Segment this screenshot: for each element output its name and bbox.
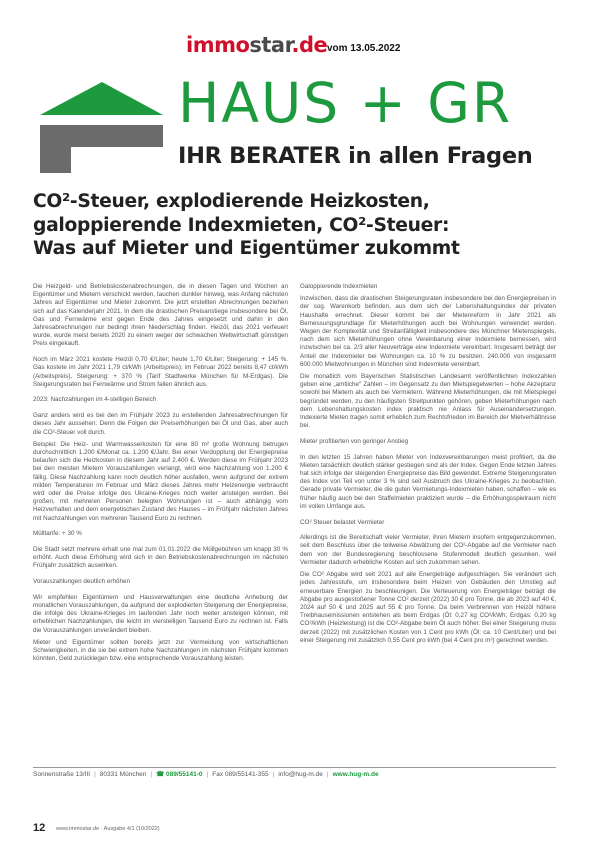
footer-separator: | <box>94 771 96 778</box>
subheading: 2023: Nachzahlungen im 4-stelligen Bereich <box>33 396 157 404</box>
footer-city: 80331 München <box>99 771 147 778</box>
subheading: Mieter profitierten von geringer Anstieg <box>300 437 409 445</box>
article-headline <box>33 190 553 261</box>
paragraph: Wir empfehlen Eigentümern und Hausverwaltungen eine deutliche Anhebung der monatlichen Vorauszahlungen, da aufgrund der explodierten Steigerung der Energiepreise, die infolge des Ukraine-Krieges im laufenden Jahr noch weiter ansteigen können, mit erheblichen Nachzahlungen, die leicht im vierstelligen Tausend Euro zu rechnen ist. Falls die Vorauszahlungen unverändert bleiben. <box>33 593 288 634</box>
paragraph: Mieter und Eigentümer sollten bereits jetzt zur Vermeidung von wirtschaftlichen Schwierigkeiten, in die sie bei extrem hohe Nachzahlungen im nächsten Frühjahr kommen könnten, Geld zurücklegen bzw. eine entsprechende Vorauszahlung leisten. <box>33 638 288 663</box>
paragraph: Die Heizgeld- und Betriebskostenabrechnungen, die in diesen Tagen und Wochen an Eigentümer und Mietern verschickt werden, tauchen dunkler hinweg, was Anfang nächsten Jahres auf Eigentümer und Mieter zukommt. Die jetzt erstellten Abrechnungen beziehen sich auf das Kalenderjahr 2021. In dem die drastischen Preisanstiege insbesondere bei Öl, Gas und Fernwärme erst gegen Ende des Jahres eingesetzt und dahin in den Jahresabrechnungen nur bedingt ihren Niederschlag finden. Heizöl, das 2021 verfeuert wurde, wurde meist bereits 2020 zu einem weger der schwachen Weltwirtschaft günstigen Preis eingekauft. <box>33 283 288 348</box>
footer-email[interactable]: info@hug-m.de <box>278 771 323 778</box>
house-right-wall <box>71 125 163 147</box>
paragraph: Noch im März 2021 kostete Heizöl 0,70 €/Liter; heute 1,70 €/Liter; Steigerung: + 145 %. Gas kostete im Jahr 2021 1,79 ct/kWh (Arbeitspreis); im Februar 2022 bereits 8,47 ct/kWh (Arbeitspreis), Steigerung: + 370 % (Tarif Stadtwerke München für M-Erdgas). Die Steigerungsraten bei Fernwärme und Strom fallen ähnlich aus. <box>33 356 288 388</box>
logo-star-text: star <box>249 33 292 57</box>
footer-separator: | <box>272 771 275 778</box>
logo-immo-text: immo <box>186 33 250 57</box>
subheading: Mülltarife: + 30 % <box>33 530 82 538</box>
footer-phone[interactable]: ☎ 089/55141-0 <box>156 771 203 778</box>
house-logo-icon <box>40 82 163 173</box>
brand-name: HAUS + GR <box>178 71 513 135</box>
footer-website-link[interactable]: www.hug-m.de <box>332 771 379 778</box>
article-column-left <box>33 283 288 671</box>
headline-line-1: CO²-Steuer, explodierende Heizkosten, <box>33 191 430 212</box>
subheading: Vorauszahlungen deutlich erhöhen <box>33 578 130 586</box>
subheading: Galoppierende Indexmieten <box>300 283 378 290</box>
paragraph: Inzwischen, dass die drastischen Steigerungsraten insbesondere bei den Energiepreisen in der sog. Warenkorb befinden, aus dem sich der Lebenshaltungsindex der privaten Haushalte errechnet. Dieser kommt bei der Mietenreform in Jahr 2021 als Bemessungsgrundlage für Mieterhöhungen auch bei Wohnungen verwendet werden. Wegen der Komplexität und Streitanfälligkeit insbesondere des Münchner Mietenspiegels, nach dem sich Mieterhöhungen ohne Vereinbarung einer Indexmiete bemessen, wird inzwischen bei ca. 2/3 aller Neuverträge eine Indexmiete vereinbart. Insgesamt beträgt der Anteil der Indexmieter bei Wohnungen ca. 10 % zu besitzen. 240.000 von insgesamt 600.000 Mietwohnungen in München sind Indexmiete vereinbart. <box>300 295 556 368</box>
footer-separator: | <box>150 771 153 778</box>
page-number: 12 <box>33 822 46 834</box>
paragraph: Beispiel: Die Heiz- und Warmwasserkosten für eine 80 m² große Wohnung betrugen durchschnittlich 1.200 €/Monat ca. 1.200 €/Jahr. Bei einer Verdopplung der Energiepreise belaufen sich die Heizkosten in diesem Jahr auf 2.400 €. Werden diese im Frühjahr 2023 bei den meisten Mietern Vorauszahlungen verlangt, wird eine Nachzahlung von 1.200 € fällig. Diese Nachzahlung kann noch deutlich höher ausfallen, wenn aufgrund der extrem milden Temperaturen im Februar und März dieses Jahres mehr Heizenergie verbraucht wird oder die Preise infolge des Ukraine-Krieges noch weiter ansteigen werden. Bei großen, mit mehreren Personen belegten Wohnungen ist – auch abhängig vom Heizverhalten und dem energetischen Zustand des Hauses – im Frühjahr nächsten Jahres mit Nachzahlungen von mehreren Tausend Euro zu rechnen. <box>33 440 288 522</box>
roof-shape <box>40 82 163 115</box>
paragraph: Die Stadt setzt mehrere erhalt une mal zum 01.01.2022 die Müllgebühren um knapp 30 % erhöht. Auch diese Erhöhung wird sich in den Betriebskostenabrechnungen im nächsten Frühjahr zusätzlich auswirken. <box>33 545 288 570</box>
footer-fax: Fax 089/55141-355 <box>212 771 269 778</box>
paragraph: Die CO² Abgabe wird seit 2021 auf alle Energieträge aufgeschlagen. Sie verändert sich jedes Jahresstufe, um insbesondere beim Heizen von Gebäuden den Umstieg auf erneuerbare Energien zu beschleunigen. Die Verteuerung von Energieträger beträgt die Abgabe pro ausgestoßener Tonne CO² derzeit (2022) 30 € pro Tonne, die ab 2023 auf 40 €, 2024 auf 50 € und 2025 auf 55 € pro Tonne. Da beim Verbrennen von Heizöl höhere Treibhausemissionen entstehen als beim Erdgas (Öl: 0,27 kg CO²/kWh; Erdgas: 0,20 kg CO²/kWh (Heizleistung) ist die CO²-Abgabe beim Öl auch höher. Bei einer Steigerung muss derzeit (2022) mit zusätzlichen Kosten von 1 Cent pro kWh (Öl: ca. 10 Cent/Liter) und bei einer Steigerung mit zusätzlich 0,55 Cent pro kWh (bei 4 Cent pro m³) gerechnet werden. <box>300 571 556 644</box>
article-column-right <box>300 283 556 652</box>
brand-tagline: IHR BERATER in allen Fragen <box>178 143 533 169</box>
paragraph: In den letzten 15 Jahren haben Mieter von Indexvereinbarungen meist profitiert, da die Mieten tatsächlich deutlich stärker gestiegen sind als der Index. Gegen Ende letzten Jahres hat sich infolge der steigenden Energiepreise das Bild gewendet. Extreme Steigerungsraten des Index von Teil von unter 3 % sind seit Ausbruch des Ukraine-Krieges zu beobachten. Gerade private Vermieter, die die guten Vermietungs-Indexmieten haben, schaffen – wie es früher häufig auch bei den Staffelmieten praktiziert wurde – die Erhöhungsspielraum nicht im vollen Umfange aus. <box>300 453 556 510</box>
paragraph: Die monatlich vom Bayerischen Statistischen Landesamt veröffentlichten Indexzahlen geben eine „amtliche“ Zahlen – im Gegensatz zu den Mietspiegelwerten – hohe Akzeptanz sowohl bei Mietern als auch bei Vermietern. Während Mieterhöhungen, die mit Mietspiegel begründet werden, zu den häufigsten Streitpunkten gehören, geben Mieterhöhungen nach dem Lebenshaltungskosten index praktisch nie Anlass für Auseinandersetzungen. Indexierte Mieten tragen somit erheblich zum Rechtsfrieden im Bereich der Mietverhältnisse bei. <box>300 373 556 430</box>
footer-address: Sonnenstraße 13/III <box>33 771 91 778</box>
immostar-logo[interactable] <box>186 33 327 57</box>
headline-line-3: Was auf Mieter und Eigentümer zukommt <box>33 238 460 259</box>
house-left-wall <box>40 125 71 173</box>
logo-domain-text: .de <box>291 33 328 57</box>
paragraph: Ganz anders wird es bei den im Frühjahr 2023 zu erstellenden Jahresabrechnungen für dieses Jahr aussehen. Denn die Folgen der Preiserhöhungen bei Öl und Gas, aber auch die CO²-Steuer voll durch. <box>33 412 288 436</box>
headline-line-2: galoppierende Indexmieten, CO²-Steuer: <box>33 214 450 236</box>
footer-separator: | <box>326 771 329 778</box>
subheading: CO² Steuer belastet Vermieter <box>300 518 385 526</box>
paragraph: Allerdings ist die Bereitschaft vieler Vermieter, ihren Mietern insofern entgegenzukommen, seit dem Beschluss über die teilweise Abwälzung der CO²-Abgabe auf die Vermieter nach dem von der Bundesregierung beschlossene Stufenmodell deutlich gesunken, weil Vermieter dadurch erhebliche Kosten auf sich zukommen sehen. <box>300 534 556 566</box>
page-info: www.immostar.de · Ausgabe 4/1 (10/2022) <box>56 826 160 832</box>
footer-separator: | <box>206 771 209 778</box>
contact-footer <box>33 767 556 782</box>
issue-date: vom 13.05.2022 <box>327 43 401 54</box>
